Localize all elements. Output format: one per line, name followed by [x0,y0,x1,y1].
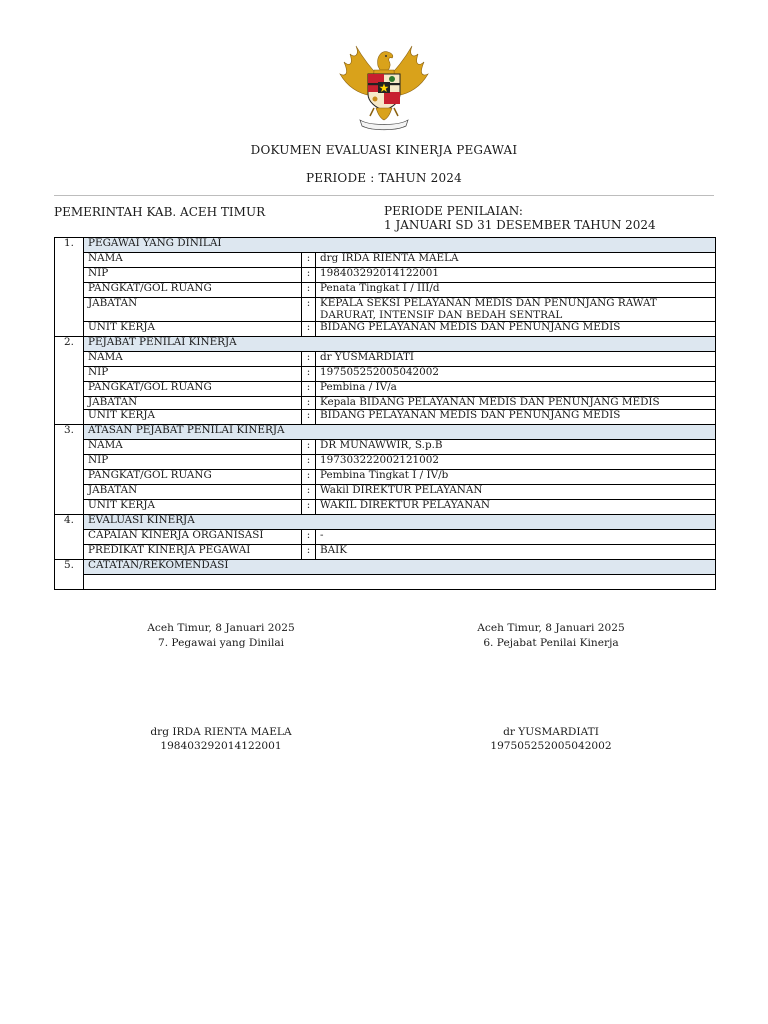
field-colon: : [302,397,316,410]
field-label: JABATAN [84,484,302,499]
field-value: BIDANG PELAYANAN MEDIS DAN PENUNJANG MEDIS [316,409,716,424]
field-value: BIDANG PELAYANAN MEDIS DAN PENUNJANG MEDIS [316,322,716,337]
field-label: NIP [84,454,302,469]
table-row [55,454,716,469]
signature-right-role: 6. Pejabat Penilai Kinerja [483,637,619,649]
document-title: DOKUMEN EVALUASI KINERJA PEGAWAI [250,143,518,157]
table-row [55,574,716,589]
field-colon: : [302,499,316,514]
section-title: PEJABAT PENILAI KINERJA [84,337,716,352]
field-value: 198403292014122001 [316,268,716,283]
signature-left-date: Aceh Timur, 8 Januari 2025 [147,622,295,634]
field-value: 197505252005042002 [316,367,716,382]
field-value: 197303222002121002 [316,454,716,469]
field-label: UNIT KERJA [84,322,302,337]
signature-right-date: Aceh Timur, 8 Januari 2025 [477,622,625,634]
field-colon: : [302,322,316,337]
garuda-emblem [334,42,434,132]
assessment-period-label: PERIODE PENILAIAN: [384,204,523,218]
field-value: Penata Tingkat I / III/d [316,283,716,298]
signature-left-name: drg IRDA RIENTA MAELA [150,726,292,738]
field-colon: : [302,529,316,544]
section-number: 3. [55,424,84,514]
field-value: Wakil DIREKTUR PELAYANAN [316,484,716,499]
section-number: 4. [55,514,84,559]
field-label: NIP [84,367,302,382]
table-row [55,352,716,367]
evaluation-form-table [54,237,716,590]
field-colon: : [302,367,316,382]
field-colon: : [302,352,316,367]
table-row [55,253,716,268]
document-period: PERIODE : TAHUN 2024 [306,171,462,185]
signature-right-name: dr YUSMARDIATI [503,726,599,738]
field-label: UNIT KERJA [84,409,302,424]
table-row [55,268,716,283]
field-label: PANGKAT/GOL RUANG [84,469,302,484]
table-row [55,439,716,454]
table-row [55,283,716,298]
field-value: Pembina / IV/a [316,382,716,397]
section-header-3 [55,424,716,439]
table-row [55,382,716,397]
field-colon: : [302,283,316,298]
table-row [55,529,716,544]
field-colon: : [302,298,316,322]
field-colon: : [302,268,316,283]
field-label: NAMA [84,352,302,367]
field-colon: : [302,253,316,268]
section-number: 2. [55,337,84,425]
field-label: UNIT KERJA [84,499,302,514]
section-header-5 [55,559,716,574]
field-value: drg IRDA RIENTA MAELA [316,253,716,268]
section-title: CATATAN/REKOMENDASI [84,559,716,574]
field-colon: : [302,409,316,424]
section-header-2 [55,337,716,352]
table-row [55,298,716,322]
table-row [55,469,716,484]
section-title: ATASAN PEJABAT PENILAI KINERJA [84,424,716,439]
field-colon: : [302,454,316,469]
notes-field [84,574,716,589]
field-label: NIP [84,268,302,283]
field-colon: : [302,544,316,559]
field-label: JABATAN [84,298,302,322]
signature-left-role: 7. Pegawai yang Dinilai [157,637,285,649]
section-number: 1. [55,238,84,337]
field-label: PANGKAT/GOL RUANG [84,283,302,298]
table-row [55,544,716,559]
field-value: BAIK [316,544,716,559]
section-header-1 [55,238,716,253]
table-row [55,322,716,337]
field-label: NAMA [84,439,302,454]
field-value: dr YUSMARDIATI [316,352,716,367]
field-value: Kepala BIDANG PELAYANAN MEDIS DAN PENUNJANG MEDIS [316,397,716,410]
field-value: DR MUNAWWIR, S.p.B [316,439,716,454]
field-label: PREDIKAT KINERJA PEGAWAI [84,544,302,559]
table-row [55,397,716,410]
table-row [55,484,716,499]
field-colon: : [302,439,316,454]
section-title: EVALUASI KINERJA [84,514,716,529]
field-label: CAPAIAN KINERJA ORGANISASI [84,529,302,544]
assessment-period [384,204,656,232]
field-colon: : [302,484,316,499]
field-label: NAMA [84,253,302,268]
agency-name: PEMERINTAH KAB. ACEH TIMUR [54,205,266,219]
field-value: - [316,529,716,544]
signature-left-nip: 198403292014122001 [160,740,282,752]
field-colon: : [302,469,316,484]
field-value: WAKIL DIREKTUR PELAYANAN [316,499,716,514]
section-header-4 [55,514,716,529]
signature-right-nip: 197505252005042002 [490,740,612,752]
field-label: PANGKAT/GOL RUANG [84,382,302,397]
table-row [55,367,716,382]
table-row [55,499,716,514]
field-colon: : [302,382,316,397]
field-value: Pembina Tingkat I / IV/b [316,469,716,484]
assessment-period-value: 1 JANUARI SD 31 DESEMBER TAHUN 2024 [384,218,656,232]
field-value: KEPALA SEKSI PELAYANAN MEDIS DAN PENUNJANG RAWAT DARURAT, INTENSIF DAN BEDAH SENTRAL [316,298,716,322]
section-title: PEGAWAI YANG DINILAI [84,238,716,253]
divider [54,195,714,196]
table-row [55,409,716,424]
field-label: JABATAN [84,397,302,410]
section-number: 5. [55,559,84,589]
